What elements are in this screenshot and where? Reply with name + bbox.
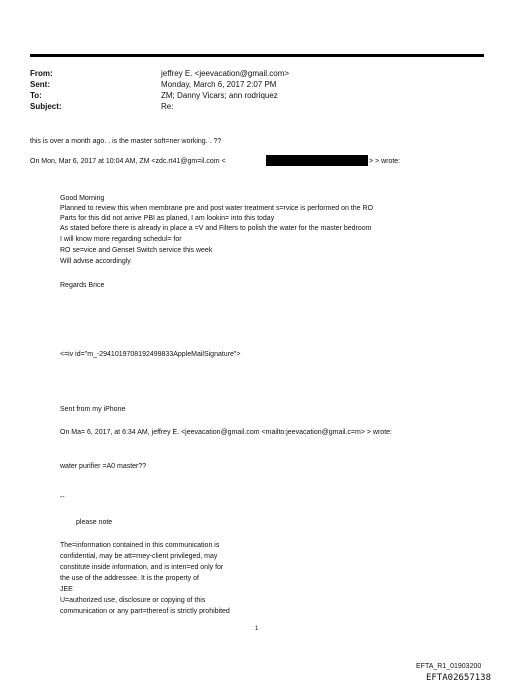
message-line: Parts for this did not arrive PBI as planed, I am lookin= into this today [60,215,275,222]
message-line: RO se=vice and Genset Switch service this week [60,247,213,254]
body-line: this is over a month ago. . is the master soft=ner working. . ?? [30,138,222,145]
message-line: Good Morning [60,195,105,202]
confidentiality-line: JEE [60,586,73,593]
to-label: To: [30,91,42,100]
please-note-line: please note [76,519,113,526]
confidentiality-line: confidential, may be att=rney-client privileged, may [60,553,218,560]
confidentiality-line: constitute inside information, and is inten=ed only for [60,564,224,571]
footer-id-1: EFTA_R1_01903200 [416,663,482,670]
message-line: Planned to review this when membrane pre and post water treatment s=rvice is performed on the RO [60,205,374,212]
subject-value: Re: [161,102,174,111]
footer-id-2: EFTA02657138 [426,673,492,683]
confidentiality-line: communication or any part=thereof is strictly prohibited [60,608,230,615]
confidentiality-line: the use of the addressee. It is the property of [60,575,199,582]
quote-header-1-end: > > wrote: [369,158,401,165]
from-label: From: [30,69,53,78]
message-line: As stated before there is already in place a =V and Filters to polish the water for the master bedroom [60,225,372,232]
message-line: Will advise accordingly [60,258,131,265]
redaction-box [266,155,368,166]
signature-dashes: -- [60,494,65,501]
to-value: ZM; Danny Vicars; ann rodriquez [161,91,278,100]
signature-div-line: <=iv id="m_-2941019708192499833AppleMailSignature"> [60,351,241,358]
quote-header-2: On Ma= 6, 2017, at 6:34 AM, jeffrey E. <jeevacation@gmail.com <mailto:jeevacation@gmail.c=m> > wrote: [60,429,392,436]
sent-label: Sent: [30,80,50,89]
water-line: water purifier =A0 master?? [60,463,147,470]
regards-line: Regards Brice [60,282,105,289]
page-number: 1 [255,626,259,632]
confidentiality-line: U=authorized use, disclosure or copying of this [60,597,206,604]
quote-header-1: On Mon, Mar 6, 2017 at 10:04 AM, ZM <zdc.rt41@gm=il.com < [30,158,226,165]
confidentiality-line: The=information contained in this communication is [60,542,220,549]
header-rule [30,54,484,57]
sent-from-line: Sent from my iPhone [60,406,126,413]
message-line: I will know more regarding schedul= for [60,236,182,243]
subject-label: Subject: [30,102,62,111]
from-value: jeffrey E. <jeevacation@gmail.com> [161,69,290,78]
sent-value: Monday, March 6, 2017 2:07 PM [161,80,277,89]
